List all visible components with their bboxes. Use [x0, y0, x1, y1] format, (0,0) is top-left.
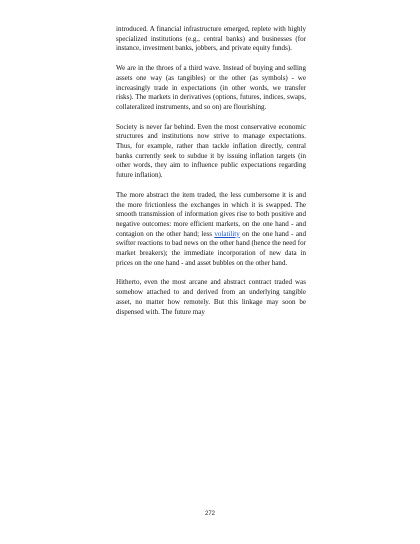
- paragraph-5: [116, 278, 306, 317]
- paragraph-4: [116, 191, 306, 269]
- paragraph-text: Hitherto, even the most arcane and abstract contract traded was somehow attached to and derived from an underlying tangible asset, no matter how remotely. But this linkage may soon be dispensed with. The future may: [116, 278, 306, 316]
- paragraph-1: [116, 25, 306, 54]
- paragraph-text: Society is never far behind. Even the most conservative economic structures and institutions now strive to manage expectations. Thus, for example, rather than tackle inflation directly, central banks currently seek to subdue it by issuing inflation targets (in other words, they aim to influence public expectations regarding future inflation).: [116, 122, 306, 180]
- paragraph-3: [116, 123, 306, 181]
- paragraph-text: The more abstract the item traded, the less cumbersome it is and the more frictionless the exchanges in which it is swapped. The smooth transmission of information gives rise to both positive and negative outcomes: more efficient markets, on the one hand - and contagion on the other hand; less: [116, 190, 306, 238]
- paragraph-text: on the one hand - and swifter reactions to bad news on the other hand (hence the need for market breakers); the immediate incorporation of new data in prices on the one hand - and asset bubbles on the other hand.: [116, 229, 306, 267]
- paragraph-2: [116, 64, 306, 113]
- body-text: [116, 25, 306, 317]
- paragraph-text: We are in the throes of a third wave. Instead of buying and selling assets one way (as tangibles) or the other (as symbols) - we increasingly trade in expectations (in other words, we transfer risks). The markets in derivatives (options, futures, indices, swaps, collateralized instruments, and so on) are flourishing.: [116, 64, 306, 111]
- volatility-link[interactable]: volatility: [214, 229, 240, 238]
- paragraph-text: introduced. A financial infrastructure emerged, replete with highly specialized institutions (e.g., central banks) and businesses (for instance, investment banks, jobbers, and private equity funds).: [116, 25, 306, 53]
- page-number: 272: [204, 511, 215, 517]
